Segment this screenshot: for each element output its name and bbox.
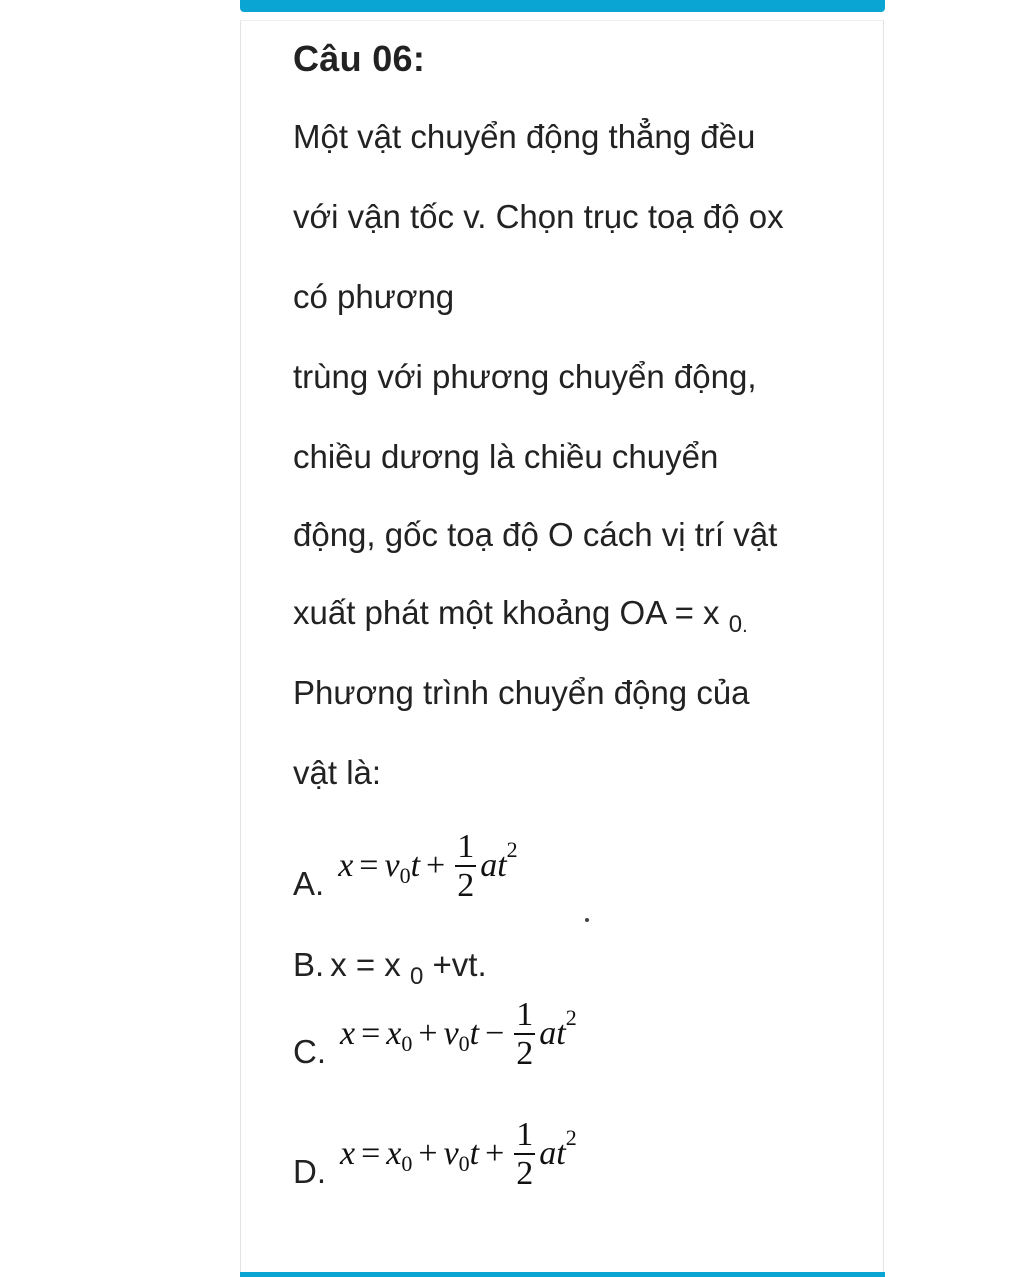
question-line-8: Phương trình chuyển động của bbox=[293, 674, 750, 711]
option-b-lhs: x = x bbox=[330, 946, 401, 983]
option-c-v-sub: 0 bbox=[458, 1031, 470, 1057]
option-c-x-sub: 0 bbox=[401, 1031, 413, 1057]
option-a-formula bbox=[338, 828, 517, 905]
option-d-x-sub: 0 bbox=[401, 1151, 413, 1177]
top-accent-bar bbox=[240, 0, 885, 12]
option-c-x: x bbox=[340, 1015, 356, 1053]
option-a-eq: = bbox=[359, 847, 379, 885]
option-c-eq: = bbox=[361, 1015, 381, 1053]
option-b-formula bbox=[330, 946, 487, 990]
option-a-label: A. bbox=[293, 865, 325, 903]
option-c[interactable] bbox=[293, 996, 577, 1073]
option-d-eq: = bbox=[361, 1135, 381, 1173]
option-a-plus: + bbox=[426, 847, 446, 885]
option-d-plus-2: + bbox=[485, 1135, 505, 1173]
option-a-x: x bbox=[338, 847, 354, 885]
question-line-7-suffix: . bbox=[742, 615, 748, 637]
option-d-denominator: 2 bbox=[516, 1155, 534, 1193]
option-a-denominator: 2 bbox=[457, 867, 475, 905]
option-d-power: 2 bbox=[565, 1125, 577, 1151]
option-d-x0: x bbox=[386, 1135, 402, 1173]
option-d-label: D. bbox=[293, 1153, 326, 1191]
option-a-numerator: 1 bbox=[455, 828, 476, 867]
question-title: Câu 06: bbox=[293, 38, 426, 79]
option-b[interactable] bbox=[293, 946, 487, 990]
question-line-2: với vận tốc v. Chọn trục toạ độ ox bbox=[293, 198, 784, 235]
option-b-subscript: 0 bbox=[409, 963, 424, 990]
option-c-power: 2 bbox=[565, 1005, 577, 1031]
question-line-7-subscript: 0 bbox=[728, 611, 743, 638]
question-line-7-text: xuất phát một khoảng OA = x bbox=[293, 594, 720, 631]
option-b-rest: +vt. bbox=[432, 946, 487, 983]
option-c-x0: x bbox=[386, 1015, 402, 1053]
option-d-numerator: 1 bbox=[514, 1116, 535, 1155]
option-d-x: x bbox=[340, 1135, 356, 1173]
option-d-v-sub: 0 bbox=[458, 1151, 470, 1177]
option-d-at: at bbox=[539, 1135, 566, 1173]
option-c-v: v bbox=[443, 1015, 459, 1053]
bottom-accent-bar bbox=[240, 1272, 885, 1277]
option-a-fraction bbox=[455, 828, 476, 905]
question-line-4: trùng với phương chuyển động, bbox=[293, 358, 757, 395]
option-c-formula bbox=[340, 996, 577, 1073]
question-line-7 bbox=[293, 594, 748, 638]
question-line-6: động, gốc toạ độ O cách vị trí vật bbox=[293, 516, 778, 553]
option-a-power: 2 bbox=[506, 837, 518, 863]
option-c-t: t bbox=[469, 1015, 480, 1053]
option-d[interactable] bbox=[293, 1116, 577, 1193]
option-c-numerator: 1 bbox=[514, 996, 535, 1035]
option-c-fraction bbox=[514, 996, 535, 1073]
option-a-t: t bbox=[410, 847, 421, 885]
option-a-at: at bbox=[480, 847, 507, 885]
question-line-9: vật là: bbox=[293, 754, 382, 791]
option-a[interactable] bbox=[293, 828, 518, 905]
option-a-v-sub: 0 bbox=[399, 863, 411, 889]
option-c-plus: + bbox=[418, 1015, 438, 1053]
option-d-plus: + bbox=[418, 1135, 438, 1173]
question-line-5: chiều dương là chiều chuyển bbox=[293, 438, 719, 475]
option-a-v: v bbox=[384, 847, 400, 885]
option-d-formula bbox=[340, 1116, 577, 1193]
option-c-at: at bbox=[539, 1015, 566, 1053]
option-c-label: C. bbox=[293, 1033, 326, 1071]
option-d-v: v bbox=[443, 1135, 459, 1173]
option-c-denominator: 2 bbox=[516, 1035, 534, 1073]
option-c-minus: − bbox=[485, 1015, 505, 1053]
option-b-label: B. bbox=[293, 946, 325, 983]
option-d-t: t bbox=[469, 1135, 480, 1173]
question-line-1: Một vật chuyển động thẳng đều bbox=[293, 118, 756, 155]
option-d-fraction bbox=[514, 1116, 535, 1193]
question-line-3: có phương bbox=[293, 278, 455, 315]
stray-dot bbox=[585, 918, 589, 922]
